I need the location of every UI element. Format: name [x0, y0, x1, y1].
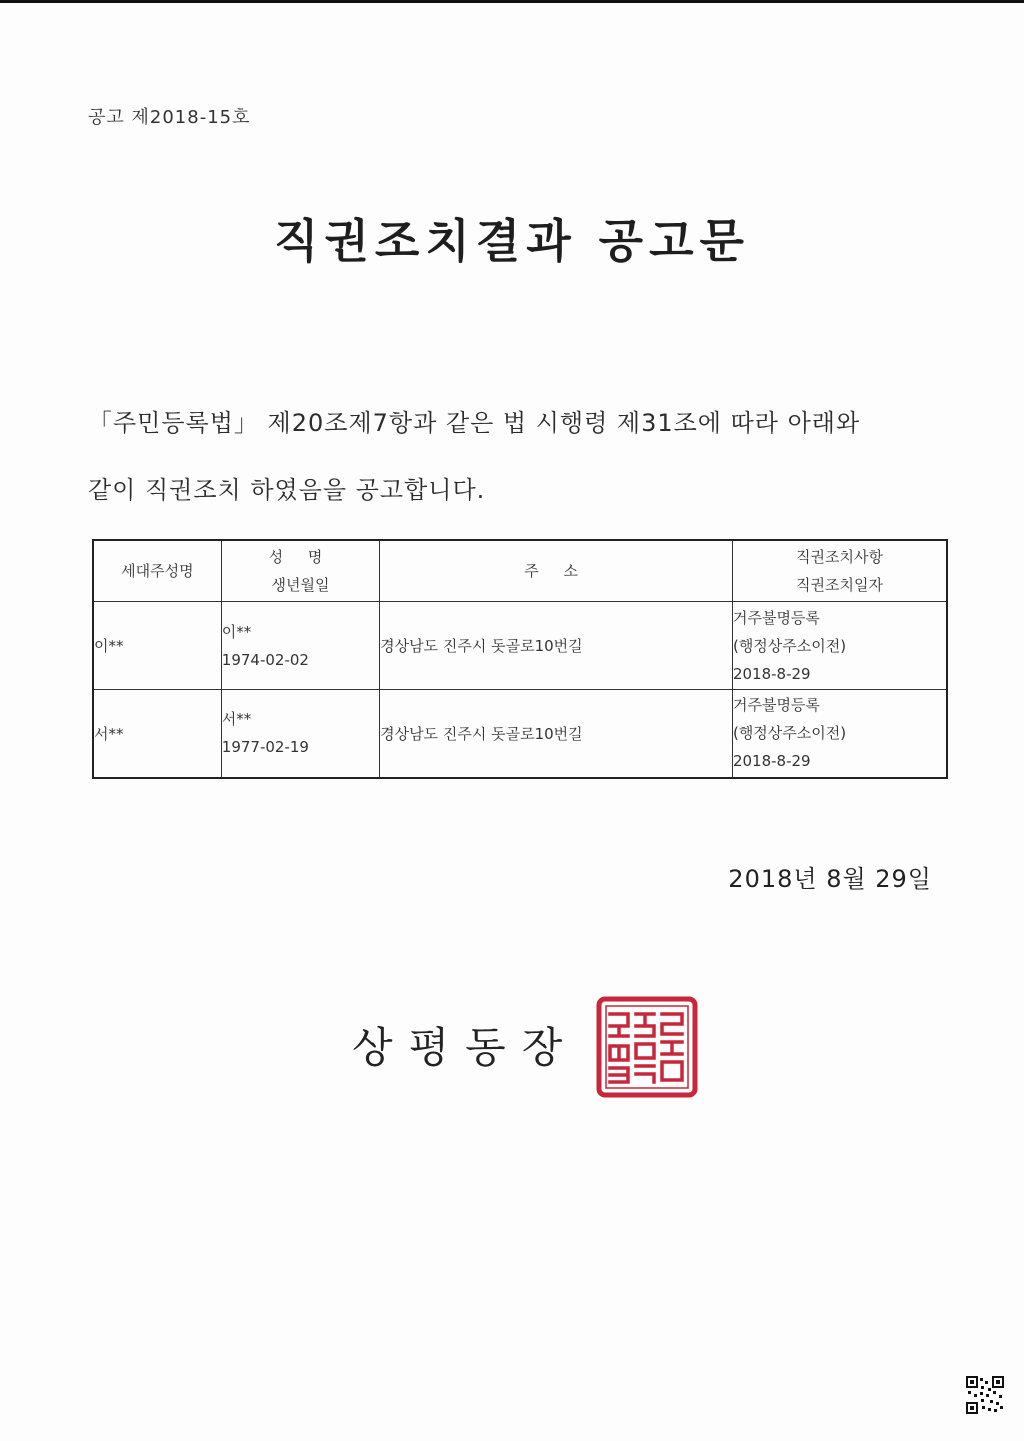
header-address: 주 소 — [380, 540, 733, 602]
table-header-row — [93, 540, 947, 602]
name-birth-cell — [221, 602, 379, 690]
table-row — [93, 602, 947, 690]
name-birth-cell — [221, 690, 379, 778]
notice-number: 공고 제2018-15호 — [88, 107, 251, 128]
header-action-type: 직권조치사항 — [796, 548, 883, 566]
action-cell — [732, 602, 947, 690]
qr-code-icon — [966, 1376, 1004, 1414]
householder-cell: 이** — [93, 602, 221, 690]
header-action-date: 직권조치일자 — [796, 576, 883, 594]
header-action — [732, 540, 947, 602]
records-table — [92, 539, 948, 779]
table-row — [93, 690, 947, 778]
householder-cell: 서** — [93, 690, 221, 778]
person-name: 이** — [221, 622, 252, 641]
address-cell: 경상남도 진주시 돗골로10번길 — [380, 602, 733, 690]
action-date: 2018-8-29 — [732, 752, 811, 771]
notice-date: 2018년 8월 29일 — [728, 865, 932, 893]
header-name: 성 명 — [268, 548, 333, 566]
action-detail: (행정상주소이전) — [732, 724, 847, 743]
issuing-official: 상평동장 — [352, 1023, 579, 1072]
action-date: 2018-8-29 — [732, 664, 811, 683]
action-detail: (행정상주소이전) — [732, 636, 847, 655]
birth-date: 1977-02-19 — [221, 738, 309, 757]
action-type: 거주불명등록 — [732, 696, 820, 715]
action-cell — [732, 690, 947, 778]
address-cell: 경상남도 진주시 돗골로10번길 — [380, 690, 733, 778]
body-text-line-1: 「주민등록법」 제20조제7항과 같은 법 시행령 제31조에 따라 아래와 — [88, 409, 861, 437]
official-seal-icon — [596, 996, 698, 1098]
birth-date: 1974-02-02 — [221, 650, 309, 669]
header-birth: 생년월일 — [271, 576, 330, 594]
header-householder: 세대주성명 — [93, 540, 221, 602]
header-name-birth — [221, 540, 379, 602]
person-name: 서** — [221, 710, 252, 729]
body-text-line-2: 같이 직권조치 하였음을 공고합니다. — [88, 476, 486, 504]
scan-edge — [0, 0, 1024, 3]
document-title: 직권조치결과 공고문 — [274, 214, 750, 268]
action-type: 거주불명등록 — [732, 608, 820, 627]
